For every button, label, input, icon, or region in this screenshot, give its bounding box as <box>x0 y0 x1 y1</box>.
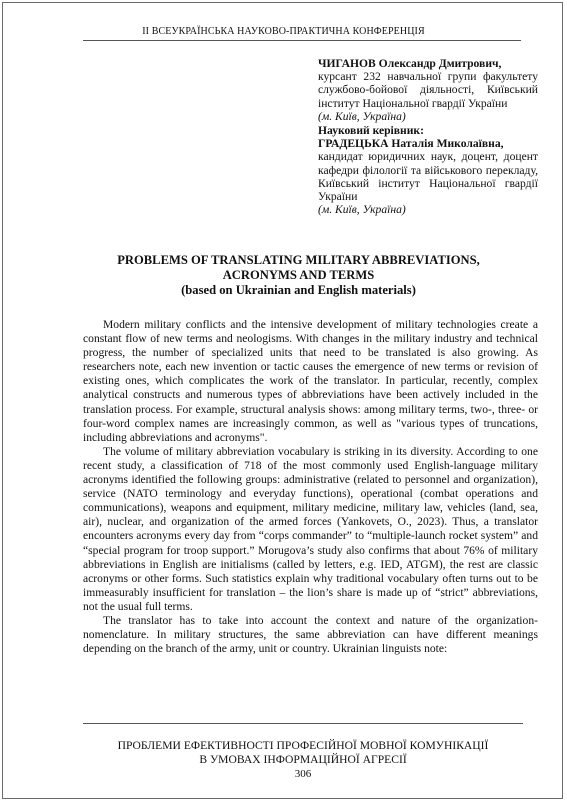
footer-line-1: ПРОБЛЕМИ ЕФЕКТИВНОСТІ ПРОФЕСІЙНОЇ МОВНОЇ КОМУНІКАЦІЇ <box>117 739 489 752</box>
footer-divider <box>83 723 523 724</box>
paragraph-2: The volume of military abbreviation vocabulary is striking in its diversity. According to one recent study, a classification of 718 of the most commonly used English-language military acronyms identified the following groups: administrative (related to personnel and organization), service (NATO terminology and everyday functions), operational (combat operations and communications), weapons and equipment, military medicine, military law, vehicles (land, sea, air), nuclear, and organization of the armed forces (Yankovets, O., 2023). Thus, a translator encounters acronyms every day from “corps commander” to “multiple-launch rocket system” and “special program for troop support.” Morugova’s study also confirms that about 76% of military abbreviations in English are initialisms (called by letters, e.g. IED, ATGM), the rest are classic acronyms or other forms. Such statistics explain why traditional vocabulary often turns out to be immeasurably insufficient for translation – the lion’s share is made up of “strict” abbreviations, not the usual full terms. <box>83 444 538 613</box>
supervisor-place: (м. Київ, Україна) <box>318 203 406 217</box>
supervisor-affiliation: кандидат юридичних наук, доцент, доцент кафедри філології та військового перекладу, Київський інститут Національної гвардії України <box>318 150 538 204</box>
running-header: ІІ ВСЕУКРАЇНСЬКА НАУКОВО-ПРАКТИЧНА КОНФЕРЕНЦІЯ <box>142 26 425 37</box>
paragraph-1: Modern military conflicts and the intensive development of military technologies create a constant flow of new terms and neologisms. With changes in the military industry and technical progress, the number of specialized units that need to be translated is also growing. As researchers note, each new invention or tactic causes the emergence of new terms or revision of existing ones, which complicates the work of the translator. In particular, recently, complex analytical constructs and numerous types of abbreviations have been actively included in the translation process. For example, structural analysis shows: among military terms, two-, three- or four-word complex names are increasingly common, as well as "various types of truncations, including abbreviations and acronyms". <box>83 318 538 444</box>
title-line-2: ACRONYMS AND TERMS <box>222 268 375 282</box>
title-line-1: PROBLEMS OF TRANSLATING MILITARY ABBREVIATIONS, <box>117 253 480 267</box>
author-place: (м. Київ, Україна) <box>318 109 406 123</box>
footer-line-2: В УМОВАХ ІНФОРМАЦІЙНОЇ АГРЕСІЇ <box>199 753 407 766</box>
article-body <box>83 318 538 656</box>
running-footer <box>83 739 523 781</box>
author-name: ЧИГАНОВ Олександр Дмитрович, <box>318 57 502 70</box>
author-affiliation: курсант 232 навчальної групи факультету службово-бойової діяльності, Київський інститут Національної гвардії України <box>318 70 538 110</box>
supervisor-label: Науковий керівник: <box>318 124 424 138</box>
header-divider <box>83 40 521 41</box>
author-block <box>318 57 538 216</box>
article-title <box>70 253 527 298</box>
title-line-3: (based on Ukrainian and English materials) <box>181 283 416 297</box>
supervisor-name: ГРАДЕЦЬКА Наталія Миколаївна, <box>318 137 504 151</box>
page-number: 306 <box>294 768 312 780</box>
paragraph-3: The translator has to take into account the context and nature of the organization-nomenclature. In military structures, the same abbreviation can have different meanings depending on the branch of the army, unit or country. Ukrainian linguists note: <box>83 613 538 656</box>
